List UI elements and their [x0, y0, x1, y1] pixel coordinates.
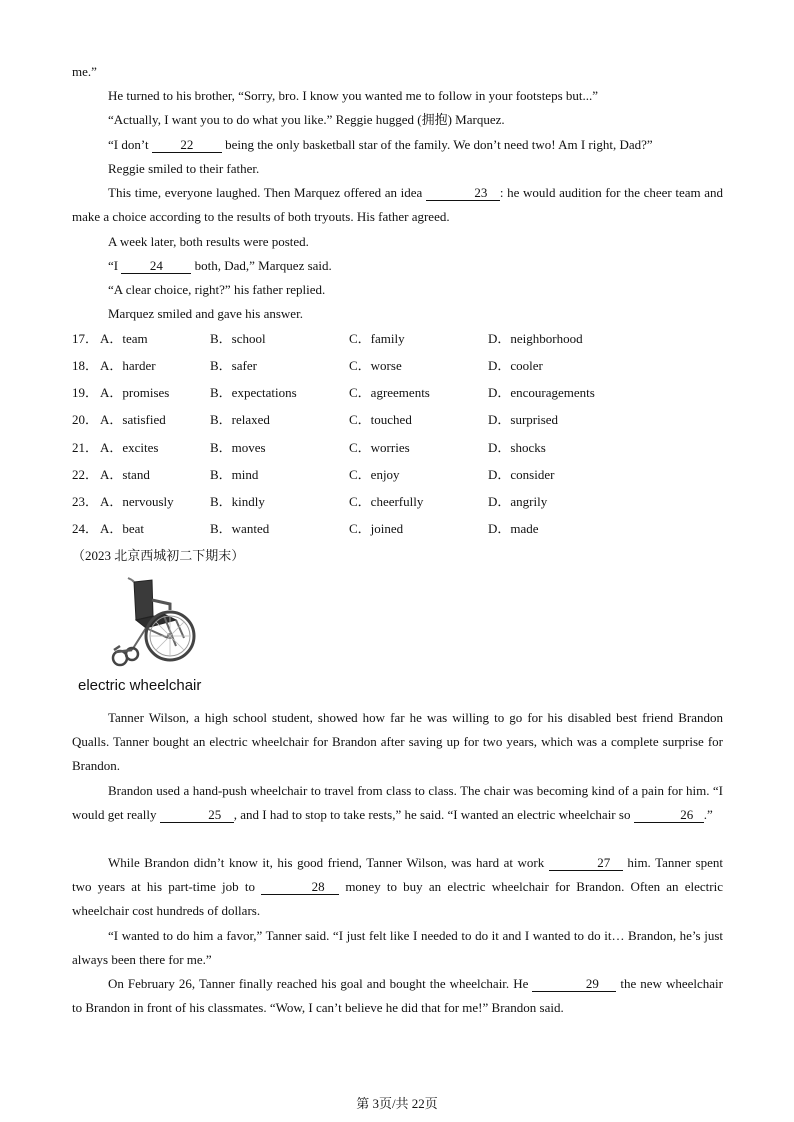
blank-23: 23	[426, 185, 500, 201]
question-number: 18．	[72, 358, 99, 373]
option-b: B．relaxed	[210, 412, 270, 427]
option-d: D．cooler	[488, 358, 543, 373]
question-number: 19．	[72, 385, 99, 400]
option-c: C．worse	[349, 358, 402, 373]
passage-line-me: me.”	[72, 64, 97, 79]
question-row	[72, 438, 723, 458]
passage-paragraph-24: “I 24 both, Dad,” Marquez said.	[108, 258, 332, 273]
question-row	[72, 383, 723, 403]
passage-paragraph-actually: “Actually, I want you to do what you like.” Reggie hugged (拥抱) Marquez.	[108, 112, 505, 127]
option-d: D．neighborhood	[488, 331, 583, 346]
option-d: D．shocks	[488, 440, 546, 455]
question-number: 22．	[72, 467, 99, 482]
question-row	[72, 356, 723, 376]
blank-26: 26	[634, 807, 704, 823]
passage-paragraph-29: On February 26, Tanner finally reached his goal and bought the wheelchair. He 29 the new wheelchair to Brandon in front of his classmates. “Wow, I can’t believe he did that for me!” Brandon said.	[72, 976, 723, 1015]
blank-24: 24	[121, 258, 191, 274]
option-c: C．worries	[349, 440, 410, 455]
blank-28: 28	[261, 879, 339, 895]
option-a: A．nervously	[100, 494, 174, 509]
option-b: B．mind	[210, 467, 259, 482]
option-a: A．harder	[100, 358, 156, 373]
option-d: D．encouragements	[488, 385, 595, 400]
blank-25: 25	[160, 807, 234, 823]
option-c: C．agreements	[349, 385, 430, 400]
option-b: B．safer	[210, 358, 257, 373]
option-d: D．surprised	[488, 412, 559, 427]
question-row	[72, 492, 723, 512]
passage-paragraph-tanner: Tanner Wilson, a high school student, showed how far he was willing to go for his disabled best friend Brandon Qualls. Tanner bought an electric wheelchair for Brandon after saving up for two years, which was a complete surprise for Brandon.	[72, 710, 723, 773]
passage-paragraph-brother: He turned to his brother, “Sorry, bro. I know you wanted me to follow in your footsteps but...”	[108, 88, 599, 103]
wheelchair-icon	[106, 576, 198, 670]
question-number: 23．	[72, 494, 99, 509]
option-a: A．promises	[100, 385, 170, 400]
question-row	[72, 465, 723, 485]
option-a: A．excites	[100, 440, 159, 455]
question-row	[72, 519, 723, 539]
passage-paragraph-answer: Marquez smiled and gave his answer.	[108, 306, 303, 321]
option-d: D．angrily	[488, 494, 548, 509]
blank-29: 29	[532, 976, 616, 992]
option-a: A．satisfied	[100, 412, 166, 427]
blank-22: 22	[152, 137, 222, 153]
option-b: B．moves	[210, 440, 266, 455]
option-a: A．beat	[100, 521, 145, 536]
option-b: B．kindly	[210, 494, 265, 509]
image-caption: electric wheelchair	[78, 677, 202, 694]
option-b: B．expectations	[210, 385, 297, 400]
question-number: 21．	[72, 440, 99, 455]
option-b: B．wanted	[210, 521, 270, 536]
source-note: （2023 北京西城初二下期末）	[72, 548, 245, 563]
option-c: C．joined	[349, 521, 404, 536]
question-number: 24．	[72, 521, 99, 536]
option-c: C．enjoy	[349, 467, 400, 482]
passage-paragraph-22: “I don’t 22 being the only basketball star of the family. We don’t need two! Am I right, Dad?”	[108, 137, 653, 152]
question-row	[72, 410, 723, 430]
option-c: C．touched	[349, 412, 412, 427]
option-c: C．family	[349, 331, 405, 346]
blank-27: 27	[549, 855, 623, 871]
passage-paragraph-clear: “A clear choice, right?” his father replied.	[108, 282, 326, 297]
passage-paragraph-23: This time, everyone laughed. Then Marquez offered an idea 23 : he would audition for the cheer team and make a choice according to the results of both tryouts. His father agreed.	[72, 185, 723, 224]
question-number: 20．	[72, 412, 99, 427]
page-footer: 第 3页/共 22页	[356, 1096, 438, 1111]
option-d: D．made	[488, 521, 539, 536]
question-number: 17．	[72, 331, 99, 346]
option-b: B．school	[210, 331, 266, 346]
option-a: A．stand	[100, 467, 150, 482]
option-c: C．cheerfully	[349, 494, 424, 509]
option-d: D．consider	[488, 467, 555, 482]
question-row	[72, 329, 723, 349]
option-a: A．team	[100, 331, 148, 346]
passage-paragraph-25-26: Brandon used a hand-push wheelchair to travel from class to class. The chair was becoming kind of a pain for him. “I would get really 25 , and I had to stop to take rests,” he said. “I wanted an electric wheelchair so 26 .”	[72, 783, 723, 822]
passage-paragraph-smiled: Reggie smiled to their father.	[108, 161, 260, 176]
passage-paragraph-week: A week later, both results were posted.	[108, 234, 309, 249]
passage-paragraph-27-28: While Brandon didn’t know it, his good friend, Tanner Wilson, was hard at work 27 him. Tanner spent two years at his part-time job to 28 money to buy an electric wheelchair for Brandon. Often an electric wheelchair cost hundreds of dollars.	[72, 855, 723, 918]
passage-paragraph-favor: “I wanted to do him a favor,” Tanner said. “I just felt like I needed to do it and I wanted to do it… Brandon, he’s just always been there for me.”	[72, 928, 723, 967]
